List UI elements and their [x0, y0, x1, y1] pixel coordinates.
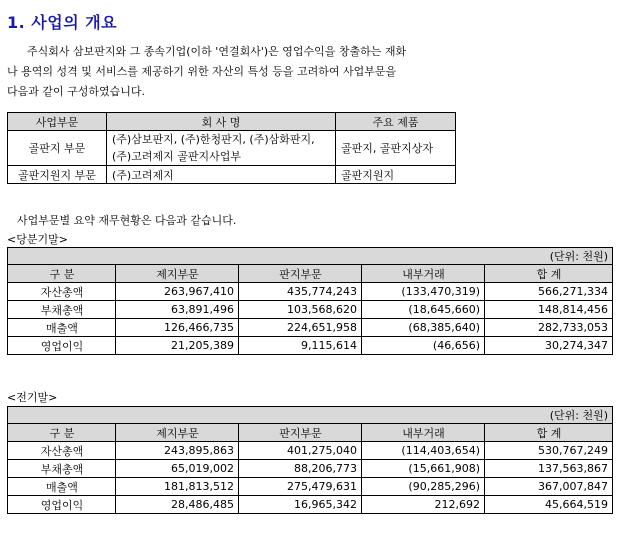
col-header: 합 계 [485, 424, 613, 442]
cell: 282,733,053 [485, 319, 613, 337]
col-header: 제지부문 [116, 424, 239, 442]
cell: 224,651,958 [239, 319, 362, 337]
intro-line-2: 나 용역의 성격 및 서비스를 제공하기 위한 자산의 특성 등을 고려하여 사업부문을 [7, 65, 397, 78]
col-header: 구 분 [8, 424, 116, 442]
cell: 181,813,512 [116, 478, 239, 496]
cell: 243,895,863 [116, 442, 239, 460]
cell: 275,479,631 [239, 478, 362, 496]
unit-row [8, 407, 613, 424]
cell: 212,692 [362, 496, 485, 514]
table-row [8, 319, 613, 337]
section-heading: 1. 사업의 개요 [7, 13, 118, 32]
table-row [8, 478, 613, 496]
row-label: 매출액 [8, 478, 116, 496]
table-row [8, 283, 613, 301]
table-row [8, 460, 613, 478]
unit-label: (단위: 천원) [8, 248, 613, 265]
cell: 28,486,485 [116, 496, 239, 514]
cell: 63,891,496 [116, 301, 239, 319]
summary-note: 사업부문별 요약 재무현황은 다음과 같습니다. [17, 214, 237, 227]
row-label: 부채총액 [8, 301, 116, 319]
segment-companies: (주)고려제지 [107, 166, 336, 184]
cell: (18,645,660) [362, 301, 485, 319]
cell: 65,019,002 [116, 460, 239, 478]
unit-row [8, 248, 613, 265]
col-header: 판지부문 [239, 265, 362, 283]
header-products: 주요 제품 [336, 113, 456, 131]
current-period-label: <당분기말> [7, 233, 68, 246]
cell: 126,466,735 [116, 319, 239, 337]
segment-division: 골판지 부문 [8, 131, 107, 166]
segment-products: 골판지, 골판지상자 [336, 131, 456, 166]
cell: 9,115,614 [239, 337, 362, 355]
intro-paragraph [7, 42, 455, 102]
segment-row [8, 166, 456, 184]
table-row [8, 496, 613, 514]
intro-line-3: 다음과 같이 구성하였습니다. [7, 85, 146, 98]
segment-companies-line: (주)고려제지 골판지사업부 [112, 150, 241, 163]
cell: 401,275,040 [239, 442, 362, 460]
cell: 16,965,342 [239, 496, 362, 514]
header-division: 사업부문 [8, 113, 107, 131]
cell: (68,385,640) [362, 319, 485, 337]
col-header: 구 분 [8, 265, 116, 283]
table-row [8, 442, 613, 460]
row-label: 영업이익 [8, 496, 116, 514]
segment-row [8, 131, 456, 166]
cell: (90,285,296) [362, 478, 485, 496]
header-company: 회 사 명 [107, 113, 336, 131]
cell: 30,274,347 [485, 337, 613, 355]
cell: 88,206,773 [239, 460, 362, 478]
row-label: 매출액 [8, 319, 116, 337]
current-financial-table [7, 247, 613, 355]
segment-companies [107, 131, 336, 166]
cell: 367,007,847 [485, 478, 613, 496]
col-header: 내부거래 [362, 265, 485, 283]
cell: 45,664,519 [485, 496, 613, 514]
row-label: 영업이익 [8, 337, 116, 355]
cell: (46,656) [362, 337, 485, 355]
row-label: 자산총액 [8, 442, 116, 460]
col-header: 판지부문 [239, 424, 362, 442]
cell: 103,568,620 [239, 301, 362, 319]
cell: (133,470,319) [362, 283, 485, 301]
prior-period-label: <전기말> [7, 391, 58, 404]
intro-line-1: 주식회사 삼보판지와 그 종속기업(이하 '연결회사')은 영업수익을 창출하는 재화 [27, 45, 407, 58]
row-label: 부채총액 [8, 460, 116, 478]
table-row [8, 337, 613, 355]
cell: 263,967,410 [116, 283, 239, 301]
cell: (15,661,908) [362, 460, 485, 478]
segment-header-row [8, 113, 456, 131]
table-header-row [8, 424, 613, 442]
cell: 148,814,456 [485, 301, 613, 319]
segment-companies-line: (주)삼보판지, (주)한청판지, (주)삼화판지, [112, 133, 315, 146]
cell: 21,205,389 [116, 337, 239, 355]
cell: 530,767,249 [485, 442, 613, 460]
col-header: 제지부문 [116, 265, 239, 283]
cell: 137,563,867 [485, 460, 613, 478]
segment-products: 골판지원지 [336, 166, 456, 184]
cell: 566,271,334 [485, 283, 613, 301]
col-header: 합 계 [485, 265, 613, 283]
col-header: 내부거래 [362, 424, 485, 442]
cell: 435,774,243 [239, 283, 362, 301]
row-label: 자산총액 [8, 283, 116, 301]
cell: (114,403,654) [362, 442, 485, 460]
prior-financial-table [7, 406, 613, 514]
segment-division: 골판지원지 부문 [8, 166, 107, 184]
table-row [8, 301, 613, 319]
segment-table [7, 112, 456, 184]
unit-label: (단위: 천원) [8, 407, 613, 424]
table-header-row [8, 265, 613, 283]
